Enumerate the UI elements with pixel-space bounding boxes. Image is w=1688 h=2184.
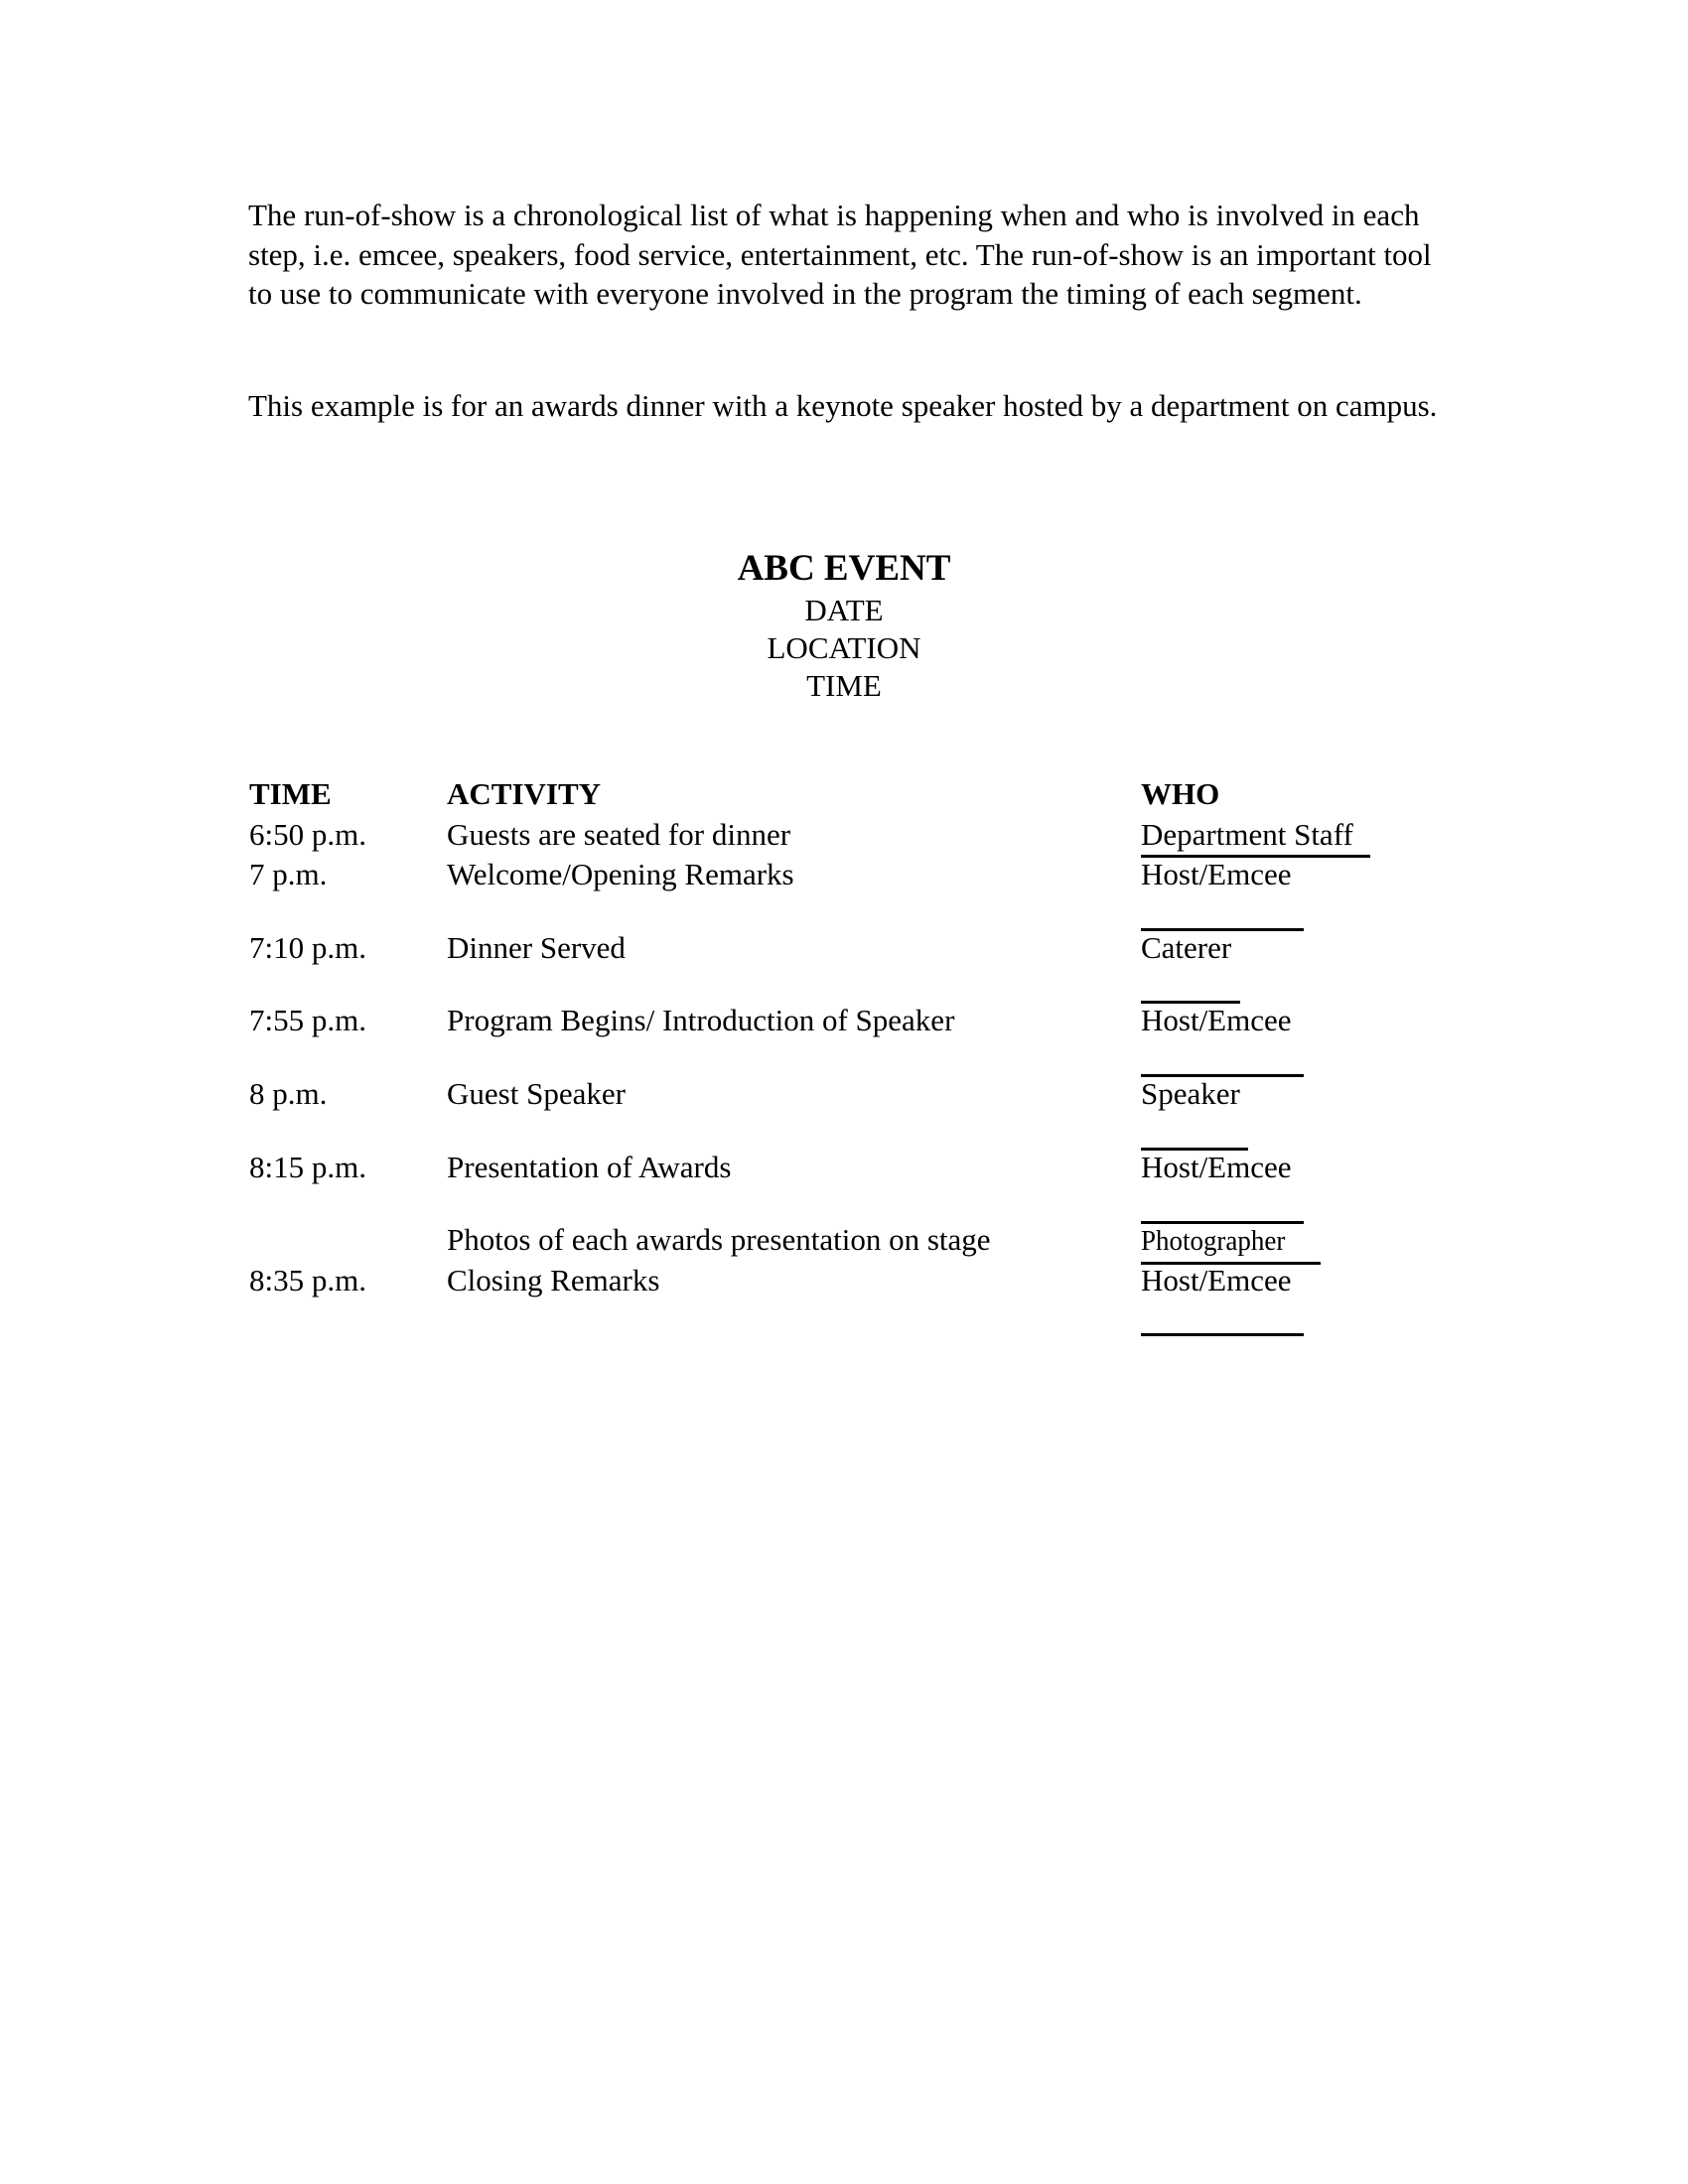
header-activity: ACTIVITY	[447, 776, 602, 811]
row-who: Host/Emcee	[1141, 1150, 1292, 1184]
event-location: LOCATION	[767, 630, 921, 665]
row-activity: Dinner Served	[447, 930, 626, 965]
row-activity: Presentation of Awards	[447, 1150, 732, 1184]
event-date: DATE	[804, 593, 884, 627]
row-who: Host/Emcee	[1141, 857, 1292, 891]
row-time: 8:35 p.m.	[249, 1263, 366, 1297]
row-time: 7 p.m.	[249, 857, 328, 891]
header-who: WHO	[1141, 776, 1220, 811]
row-time: 7:55 p.m.	[249, 1003, 366, 1037]
row-who: Department Staff	[1141, 817, 1353, 852]
row-activity: Closing Remarks	[447, 1263, 660, 1297]
who-underline	[1141, 1333, 1304, 1336]
row-time: 6:50 p.m.	[249, 817, 366, 852]
row-activity: Guest Speaker	[447, 1076, 626, 1111]
row-time: 8 p.m.	[249, 1076, 328, 1111]
header-time: TIME	[249, 776, 332, 811]
event-time: TIME	[806, 668, 882, 703]
row-time: 8:15 p.m.	[249, 1150, 366, 1184]
row-activity: Photos of each awards presentation on stage	[447, 1222, 991, 1257]
row-who: Photographer	[1141, 1225, 1286, 1257]
row-activity: Guests are seated for dinner	[447, 817, 791, 852]
row-activity: Welcome/Opening Remarks	[447, 857, 794, 891]
row-who: Speaker	[1141, 1076, 1240, 1111]
event-title: ABC EVENT	[737, 548, 951, 589]
row-activity: Program Begins/ Introduction of Speaker	[447, 1003, 955, 1037]
row-who: Caterer	[1141, 930, 1232, 965]
intro-paragraph-2: This example is for an awards dinner with a keynote speaker hosted by a department on campus.	[248, 388, 1438, 423]
row-who: Host/Emcee	[1141, 1003, 1292, 1037]
event-header	[0, 546, 1688, 705]
row-who: Host/Emcee	[1141, 1263, 1292, 1297]
row-time: 7:10 p.m.	[249, 930, 366, 965]
intro-paragraph-1: The run-of-show is a chronological list of what is happening when and who is involved in each step, i.e. emcee, speakers, food service, entertainment, etc. The run-of-show is an important tool to use to communicate with everyone involved in the program the timing of each segment.	[248, 198, 1432, 311]
